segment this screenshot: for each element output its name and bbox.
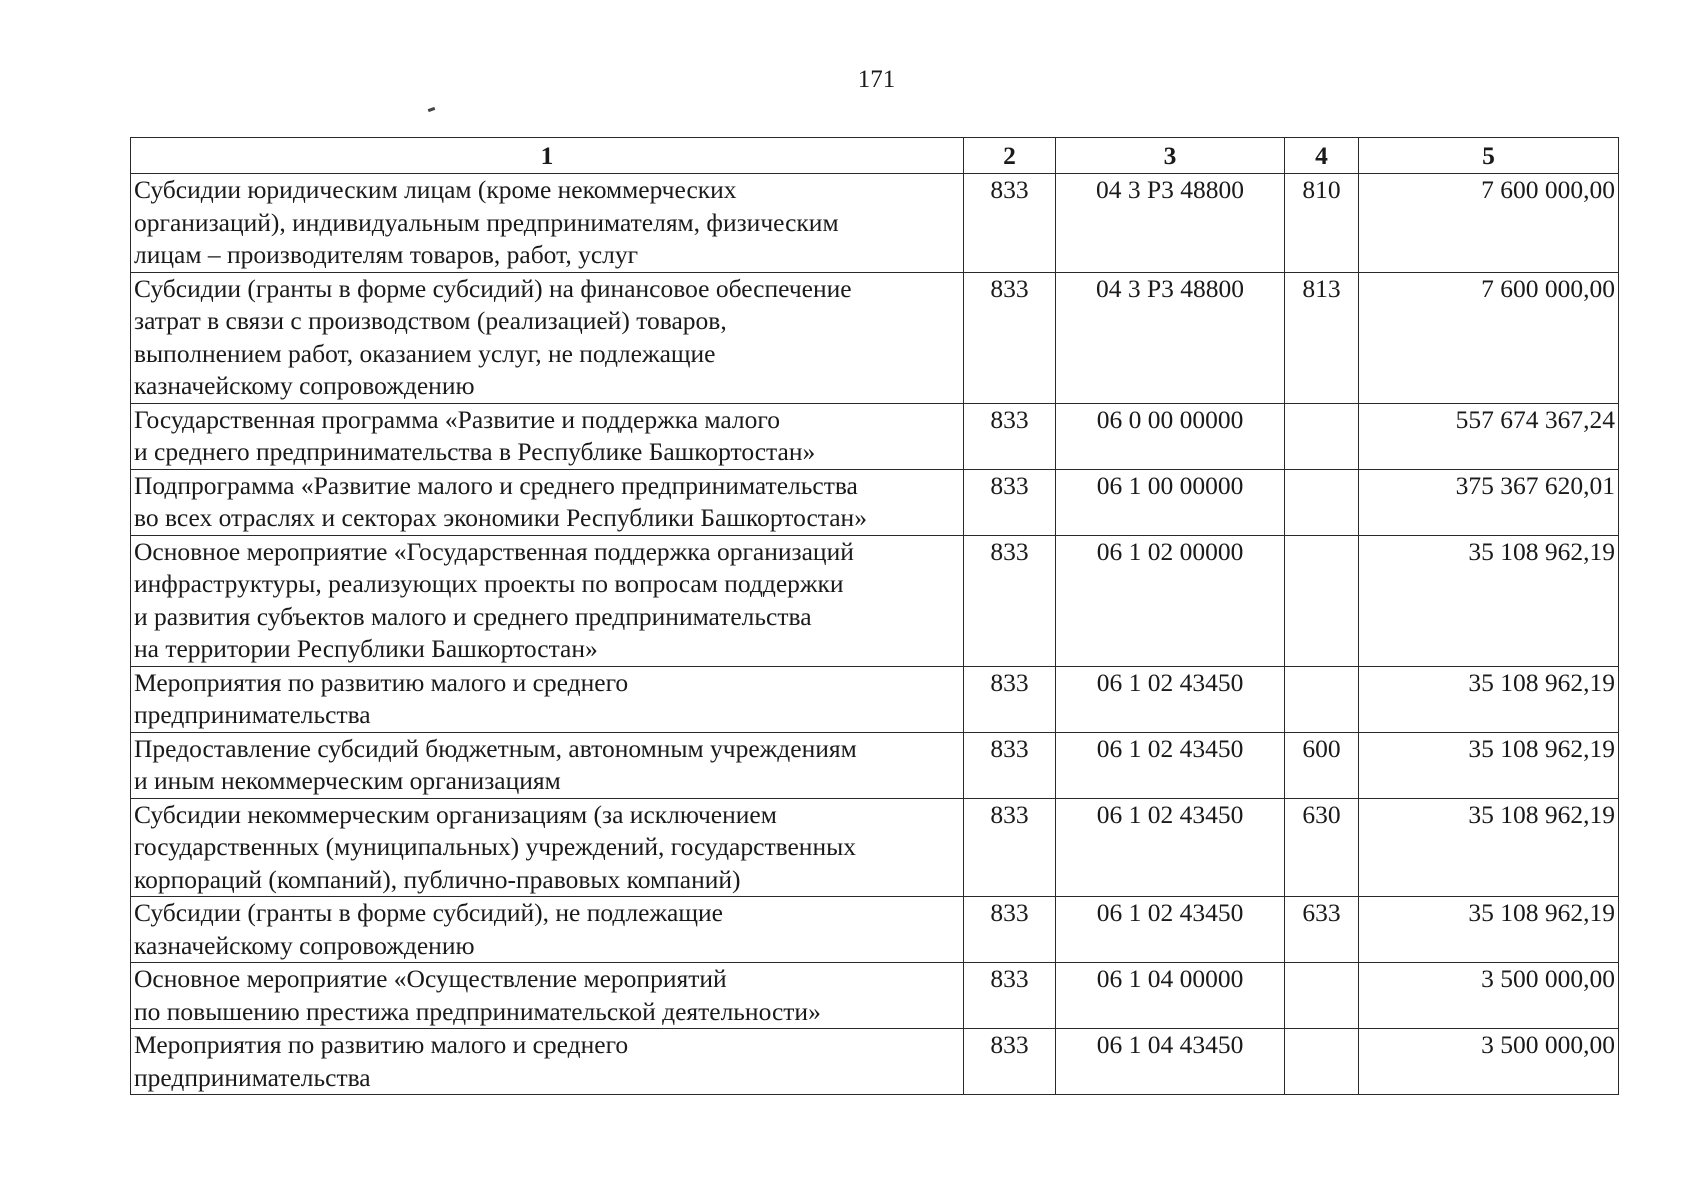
row-code-cell: 833 [964, 272, 1056, 403]
table-row [131, 1029, 1619, 1095]
row-code-cell: 833 [964, 535, 1056, 666]
row-type-cell [1285, 535, 1359, 666]
row-amount-cell: 557 674 367,24 [1359, 403, 1619, 469]
row-type-cell: 813 [1285, 272, 1359, 403]
row-amount-cell: 7 600 000,00 [1359, 272, 1619, 403]
row-name-cell: Государственная программа «Развитие и поддержка малого и среднего предпринимательства в Республике Башкортостан» [131, 403, 964, 469]
table-row [131, 403, 1619, 469]
row-name-cell: Основное мероприятие «Осуществление мероприятий по повышению престижа предпринимательской деятельности» [131, 963, 964, 1029]
row-amount-cell: 35 108 962,19 [1359, 732, 1619, 798]
row-classifier-cell: 06 1 02 00000 [1056, 535, 1285, 666]
row-type-cell: 630 [1285, 798, 1359, 897]
row-type-cell: 633 [1285, 897, 1359, 963]
row-classifier-cell: 06 1 02 43450 [1056, 798, 1285, 897]
table-row [131, 174, 1619, 273]
row-code-cell: 833 [964, 732, 1056, 798]
row-type-cell [1285, 666, 1359, 732]
row-classifier-cell: 04 3 Р3 48800 [1056, 174, 1285, 273]
table-row [131, 732, 1619, 798]
row-name-cell: Субсидии (гранты в форме субсидий) на финансовое обеспечение затрат в связи с производством (реализацией) товаров, выполнением работ, оказанием услуг, не подлежащие казначейскому сопровождению [131, 272, 964, 403]
row-type-cell: 600 [1285, 732, 1359, 798]
row-type-cell [1285, 403, 1359, 469]
row-name-cell: Субсидии некоммерческим организациям (за исключением государственных (муниципальных) учреждений, государственных корпораций (компаний), публично-правовых компаний) [131, 798, 964, 897]
row-code-cell: 833 [964, 469, 1056, 535]
row-name-cell: Субсидии юридическим лицам (кроме некоммерческих организаций), индивидуальным предпринимателям, физическим лицам – производителям товаров, работ, услуг [131, 174, 964, 273]
row-code-cell: 833 [964, 963, 1056, 1029]
table-row [131, 963, 1619, 1029]
budget-table [130, 137, 1619, 1095]
row-type-cell [1285, 963, 1359, 1029]
page-number: 171 [857, 66, 896, 93]
row-classifier-cell: 04 3 Р3 48800 [1056, 272, 1285, 403]
row-name-cell: Предоставление субсидий бюджетным, автономным учреждениям и иным некоммерческим организациям [131, 732, 964, 798]
row-type-cell [1285, 1029, 1359, 1095]
row-code-cell: 833 [964, 897, 1056, 963]
row-type-cell: 810 [1285, 174, 1359, 273]
row-type-cell [1285, 469, 1359, 535]
column-header-5: 5 [1359, 138, 1619, 174]
row-amount-cell: 3 500 000,00 [1359, 963, 1619, 1029]
row-classifier-cell: 06 1 02 43450 [1056, 666, 1285, 732]
column-header-1: 1 [131, 138, 964, 174]
row-classifier-cell: 06 1 00 00000 [1056, 469, 1285, 535]
column-header-2: 2 [964, 138, 1056, 174]
row-code-cell: 833 [964, 1029, 1056, 1095]
row-amount-cell: 7 600 000,00 [1359, 174, 1619, 273]
table-row [131, 469, 1619, 535]
column-header-4: 4 [1285, 138, 1359, 174]
row-amount-cell: 3 500 000,00 [1359, 1029, 1619, 1095]
table-header-row [131, 138, 1619, 174]
row-name-cell: Подпрограмма «Развитие малого и среднего предпринимательства во всех отраслях и секторах экономики Республики Башкортостан» [131, 469, 964, 535]
column-header-3: 3 [1056, 138, 1285, 174]
row-amount-cell: 35 108 962,19 [1359, 666, 1619, 732]
row-classifier-cell: 06 1 02 43450 [1056, 732, 1285, 798]
table-row [131, 666, 1619, 732]
row-name-cell: Субсидии (гранты в форме субсидий), не подлежащие казначейскому сопровождению [131, 897, 964, 963]
row-code-cell: 833 [964, 666, 1056, 732]
table-row [131, 897, 1619, 963]
table-row [131, 272, 1619, 403]
scan-mark [428, 107, 436, 112]
row-amount-cell: 35 108 962,19 [1359, 897, 1619, 963]
row-code-cell: 833 [964, 403, 1056, 469]
row-name-cell: Основное мероприятие «Государственная поддержка организаций инфраструктуры, реализующих проекты по вопросам поддержки и развития субъектов малого и среднего предпринимательства на территории Республики Башкортостан» [131, 535, 964, 666]
row-name-cell: Мероприятия по развитию малого и среднего предпринимательства [131, 666, 964, 732]
row-amount-cell: 35 108 962,19 [1359, 535, 1619, 666]
row-code-cell: 833 [964, 798, 1056, 897]
row-classifier-cell: 06 1 04 43450 [1056, 1029, 1285, 1095]
row-classifier-cell: 06 0 00 00000 [1056, 403, 1285, 469]
row-name-cell: Мероприятия по развитию малого и среднего предпринимательства [131, 1029, 964, 1095]
row-classifier-cell: 06 1 02 43450 [1056, 897, 1285, 963]
table-row [131, 798, 1619, 897]
table-row [131, 535, 1619, 666]
row-code-cell: 833 [964, 174, 1056, 273]
row-classifier-cell: 06 1 04 00000 [1056, 963, 1285, 1029]
row-amount-cell: 35 108 962,19 [1359, 798, 1619, 897]
row-amount-cell: 375 367 620,01 [1359, 469, 1619, 535]
